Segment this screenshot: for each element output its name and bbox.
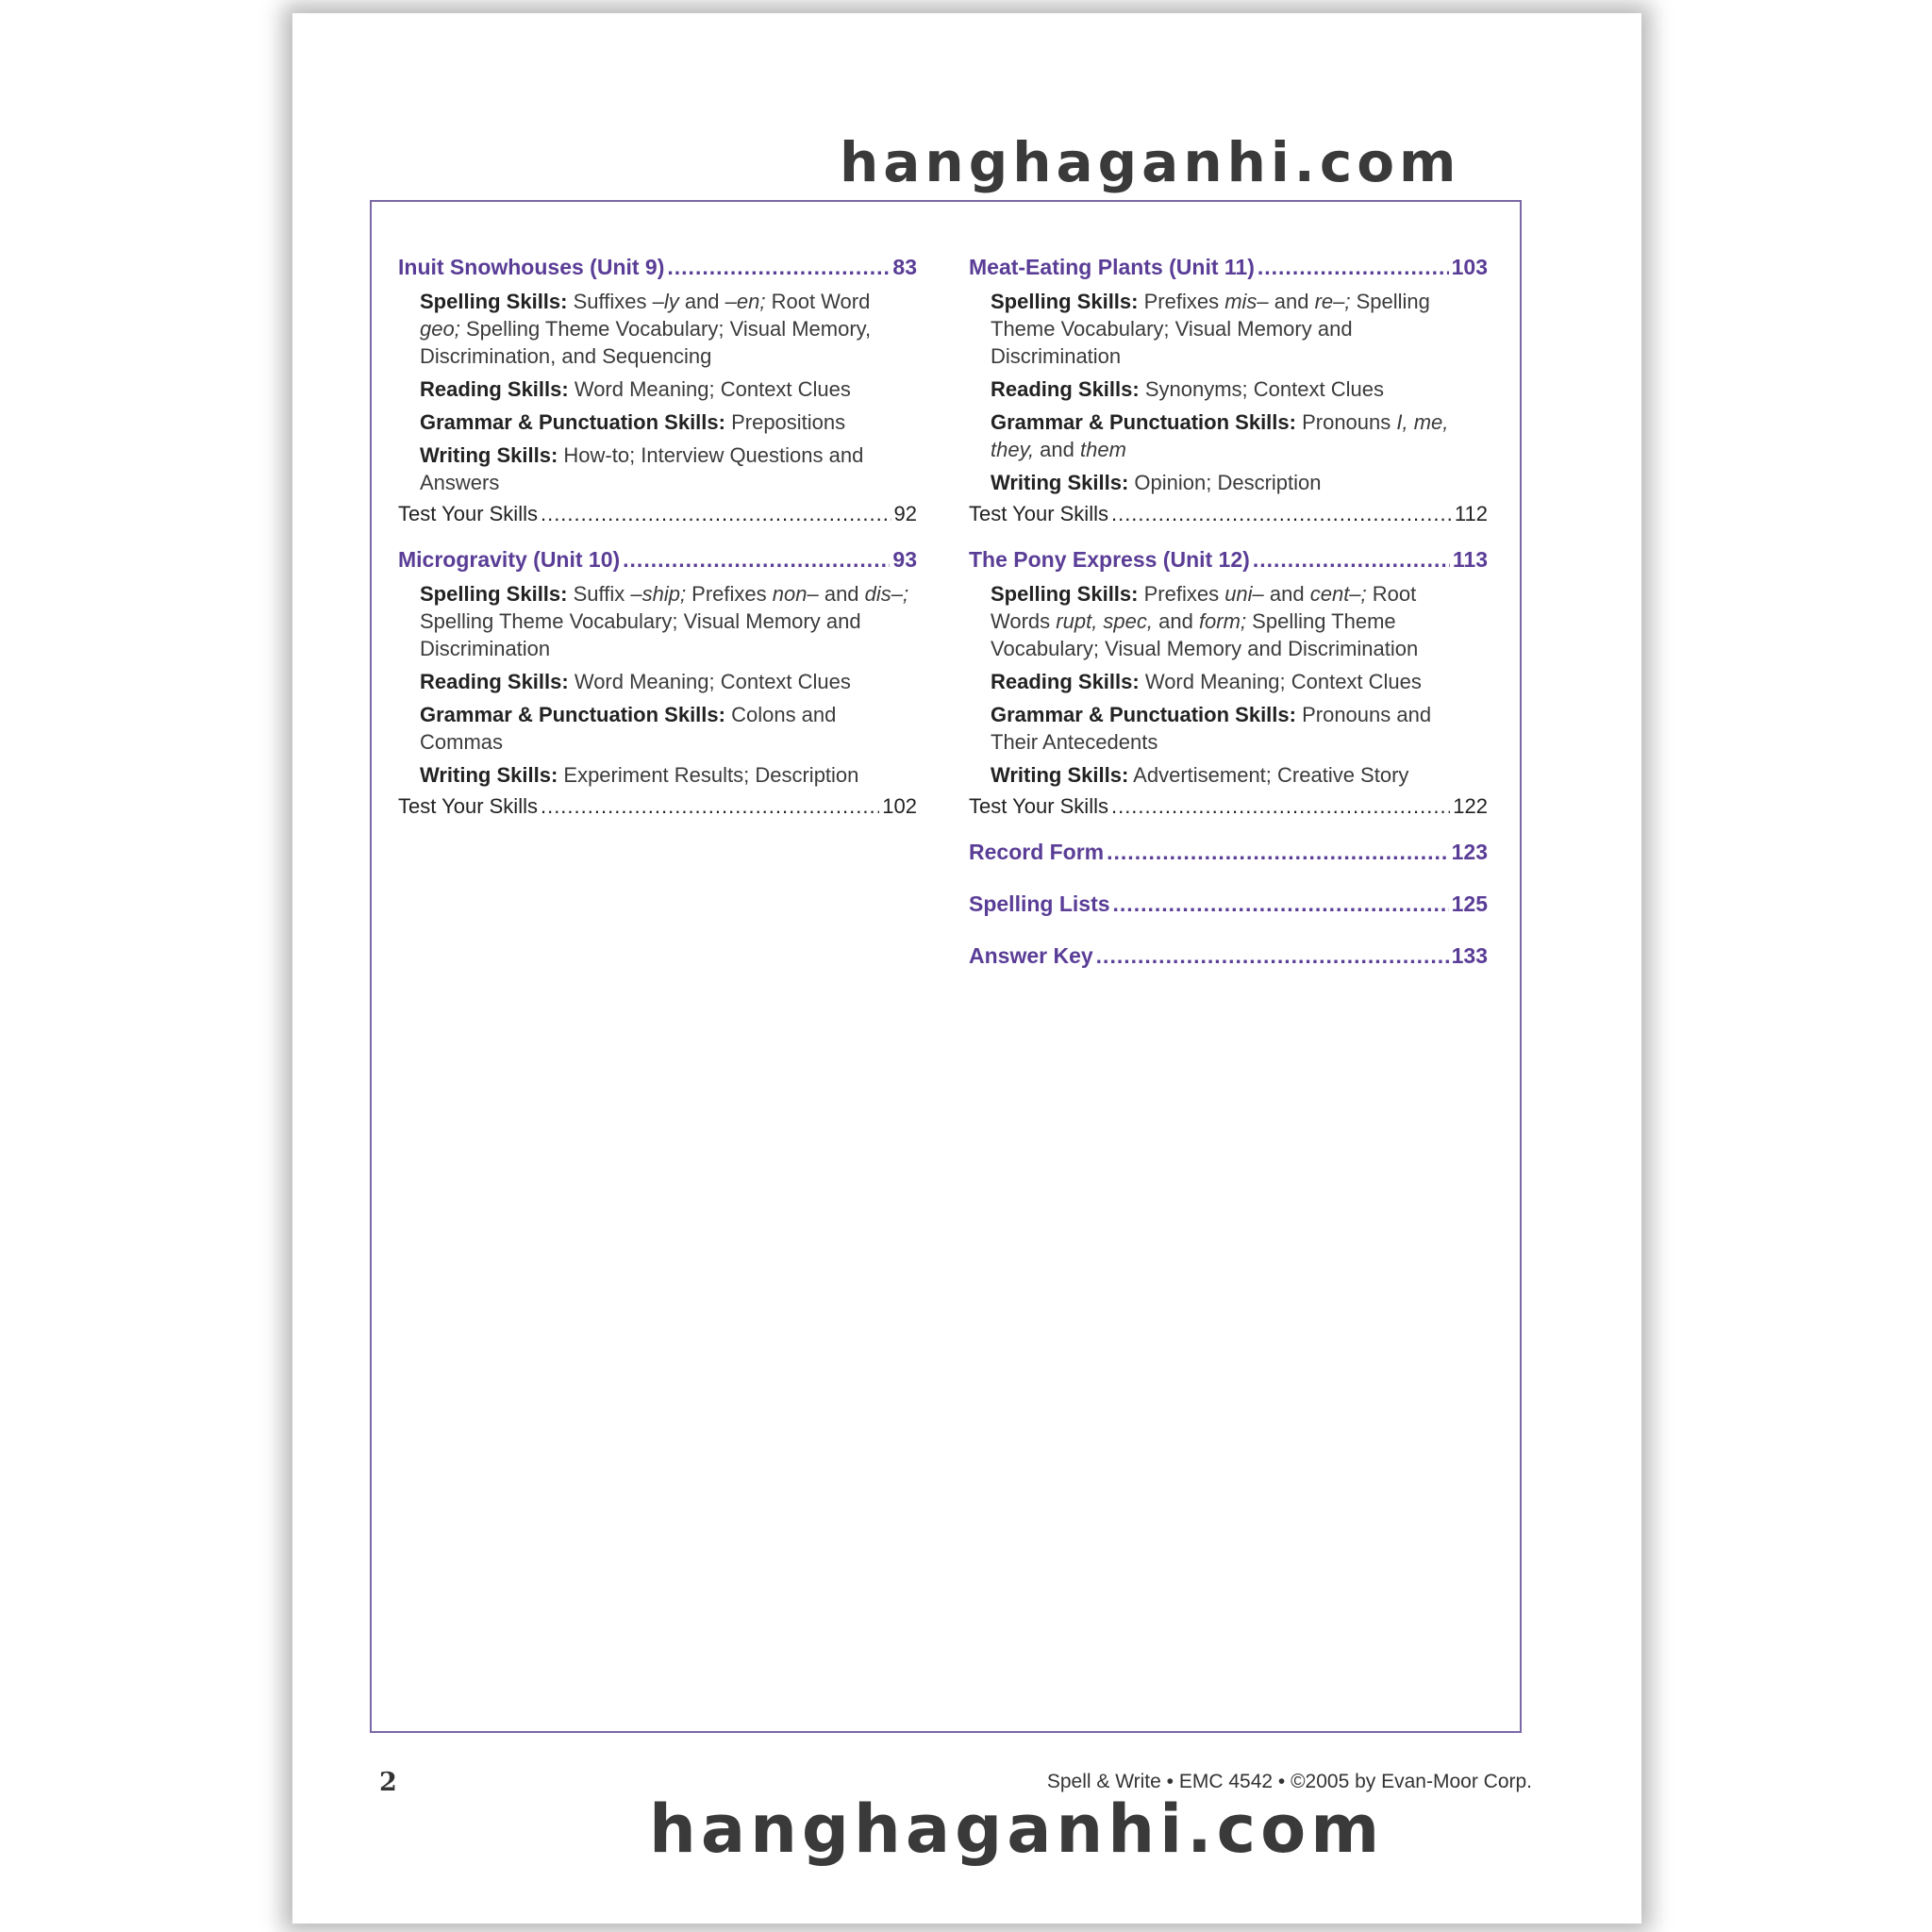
page-ref: 123 [1451,840,1488,864]
toc-entry-spelling-lists[interactable] [969,891,1488,917]
toc-unit-12 [969,547,1488,819]
page-ref: 125 [1451,891,1488,916]
unit-title: Meat-Eating Plants (Unit 11) [969,255,1255,279]
skill-label: Reading Skills: [420,670,569,693]
toc-entry-test-your-skills[interactable] [398,502,917,526]
skill-text: Spelling Theme Vocabulary; Visual Memory and Discrimination [991,609,1419,660]
toc-entry-unit-10[interactable] [398,547,917,573]
page-ref: 133 [1451,943,1488,968]
skill-text: Spelling Theme Vocabulary; Visual Memory and Discrimination [420,609,861,660]
leader-dots [1253,547,1450,573]
skill-label: Reading Skills: [991,377,1140,401]
skill-label: Writing Skills: [991,471,1129,494]
page-ref: 93 [892,547,917,572]
leader-dots [1111,502,1452,526]
toc-unit-9 [398,255,917,526]
skill-label: Spelling Skills: [420,290,568,313]
unit-title: Inuit Snowhouses (Unit 9) [398,255,665,279]
skill-text: Advertisement; Creative Story [1128,763,1409,787]
leader-dots [541,502,891,526]
skill-text: Colons and Commas [420,703,837,754]
writing-skills [991,469,1488,496]
test-label: Test Your Skills [969,502,1108,525]
page-ref: 112 [1454,502,1488,525]
skill-text: Root Word [765,290,871,313]
grammar-skills [420,701,917,756]
skill-text: Root Words [991,582,1417,633]
toc-unit-11 [969,255,1488,526]
spelling-skills [991,288,1488,370]
skill-text: and [1263,582,1310,606]
skill-label: Spelling Skills: [420,582,568,606]
toc-entry-unit-11[interactable] [969,255,1488,280]
entry-title: Record Form [969,840,1105,864]
skill-text: Spelling Theme Vocabulary; Visual Memory, Discrimination, and Sequencing [420,317,872,368]
grammar-skills [991,701,1488,756]
test-label: Test Your Skills [969,794,1108,818]
toc-unit-10 [398,547,917,819]
skill-text: Opinion; Description [1128,471,1322,494]
unit-title: The Pony Express (Unit 12) [969,547,1250,572]
skill-label: Reading Skills: [420,377,569,401]
skill-text: Spelling Theme Vocabulary; Visual Memory and Discrimination [991,290,1430,368]
entry-title: Answer Key [969,943,1093,968]
skill-label: Spelling Skills: [991,582,1139,606]
test-label: Test Your Skills [398,794,538,818]
watermark-top: hanghaganhi.com [840,130,1461,194]
leader-dots [667,255,890,280]
reading-skills [991,375,1488,403]
toc-entry-test-your-skills[interactable] [969,794,1488,819]
skill-text: mis– [1224,290,1269,313]
test-label: Test Your Skills [398,502,538,525]
skill-text: Suffixes [567,290,653,313]
skill-text: them [1080,438,1126,461]
toc-entry-answer-key[interactable] [969,943,1488,969]
page-ref: 103 [1451,255,1488,279]
skill-text: Experiment Results; Description [558,763,859,787]
skill-text: re–; [1314,290,1351,313]
skill-text: –en; [724,290,766,313]
skill-label: Spelling Skills: [991,290,1139,313]
page-ref: 92 [893,502,917,525]
skill-text: Word Meaning; Context Clues [568,670,851,693]
leader-dots [1257,255,1449,280]
watermark-bottom: hanghaganhi.com [649,1790,1385,1868]
skill-label: Grammar & Punctuation Skills: [420,410,725,434]
leader-dots [541,794,879,819]
leader-dots [1096,943,1449,969]
skill-text: uni– [1224,582,1264,606]
writing-skills [420,761,917,789]
skill-text: Word Meaning; Context Clues [568,377,851,401]
toc-entry-test-your-skills[interactable] [969,502,1488,526]
reading-skills [420,375,917,403]
page-ref: 102 [882,794,917,818]
skill-text: dis–; [864,582,909,606]
skill-text: cent–; [1309,582,1367,606]
spelling-skills [420,580,917,662]
page-ref: 122 [1453,794,1488,818]
toc-entry-test-your-skills[interactable] [398,794,917,819]
skill-text: rupt, spec, [1056,609,1153,633]
unit-title: Microgravity (Unit 10) [398,547,621,572]
page-ref: 83 [892,255,917,279]
skill-text: Prefixes [1138,582,1225,606]
leader-dots [1111,794,1450,819]
writing-skills [991,761,1488,789]
skill-text: Synonyms; Context Clues [1139,377,1384,401]
leader-dots [1113,891,1449,917]
toc-entry-unit-9[interactable] [398,255,917,280]
spelling-skills [420,288,917,370]
skill-label: Grammar & Punctuation Skills: [420,703,725,726]
skill-text: form; [1198,609,1247,633]
skill-text: Pronouns and Their Antecedents [991,703,1432,754]
skill-text: and [818,582,865,606]
toc-entry-unit-12[interactable] [969,547,1488,573]
writing-skills [420,441,917,496]
skill-text: Word Meaning; Context Clues [1139,670,1422,693]
reading-skills [420,668,917,695]
skill-text: non– [772,582,819,606]
skill-text: Prefixes [686,582,773,606]
entry-title: Spelling Lists [969,891,1110,916]
grammar-skills [991,408,1488,463]
leader-dots [1107,840,1448,865]
reading-skills [991,668,1488,695]
grammar-skills [420,408,917,436]
skill-text: Pronouns [1295,410,1397,434]
skill-text: and [1034,438,1080,461]
toc-right-column [969,255,1488,995]
skill-text: geo; [420,317,460,341]
skill-text: –ly [652,290,679,313]
toc-entry-record-form[interactable] [969,840,1488,865]
skill-label: Grammar & Punctuation Skills: [991,410,1296,434]
skill-label: Grammar & Punctuation Skills: [991,703,1296,726]
skill-text: –ship; [630,582,687,606]
skill-text: and [1268,290,1315,313]
skill-label: Reading Skills: [991,670,1140,693]
page-ref: 113 [1452,547,1488,572]
copyright-credit: Spell & Write • EMC 4542 • ©2005 by Evan-Moor Corp. [1046,1771,1532,1792]
skill-text: I, me, they, [991,410,1449,461]
spelling-skills [991,580,1488,662]
skill-text: and [678,290,725,313]
skill-text: Prepositions [724,410,846,434]
skill-label: Writing Skills: [420,763,558,787]
skill-text: How-to; Interview Questions and Answers [420,443,864,494]
leader-dots [623,547,890,573]
skill-label: Writing Skills: [420,443,558,467]
toc-left-column [398,255,917,840]
skill-text: Prefixes [1138,290,1225,313]
page-number: 2 [379,1768,397,1797]
skill-text: Suffix [567,582,631,606]
skill-text: and [1153,609,1199,633]
skill-label: Writing Skills: [991,763,1129,787]
